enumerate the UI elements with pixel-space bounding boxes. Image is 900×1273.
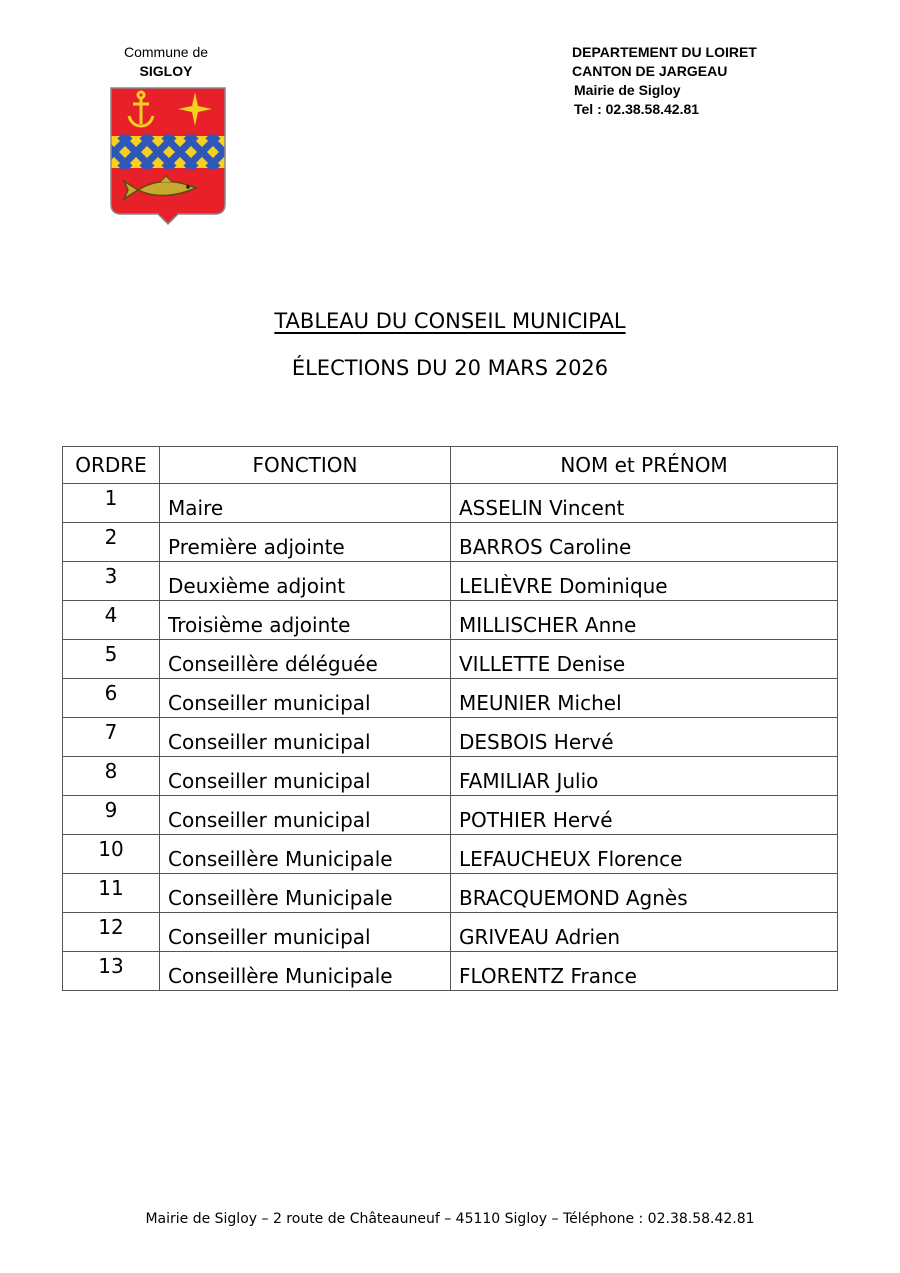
page-title: TABLEAU DU CONSEIL MUNICIPAL	[274, 309, 626, 333]
cell-nom: GRIVEAU Adrien	[451, 913, 838, 952]
cell-nom: ASSELIN Vincent	[451, 484, 838, 523]
cell-fonction: Conseillère Municipale	[160, 835, 451, 874]
header-nom: NOM et PRÉNOM	[451, 447, 838, 484]
cell-nom: FAMILIAR Julio	[451, 757, 838, 796]
cell-ordre: 5	[63, 640, 160, 679]
table-header-row	[63, 447, 838, 484]
cell-ordre: 2	[63, 523, 160, 562]
cell-fonction: Maire	[160, 484, 451, 523]
cell-ordre: 1	[63, 484, 160, 523]
mairie-phone: Tel : 02.38.58.42.81	[574, 101, 700, 117]
header-fonction: FONCTION	[160, 447, 451, 484]
cell-fonction: Troisième adjointe	[160, 601, 451, 640]
page-subtitle: ÉLECTIONS DU 20 MARS 2026	[291, 356, 609, 380]
canton-name: CANTON DE JARGEAU	[572, 63, 728, 79]
cell-nom: FLORENTZ France	[451, 952, 838, 991]
cell-fonction: Conseiller municipal	[160, 796, 451, 835]
table-row	[63, 601, 838, 640]
table-row	[63, 679, 838, 718]
cell-nom: DESBOIS Hervé	[451, 718, 838, 757]
header-ordre: ORDRE	[63, 447, 160, 484]
cell-fonction: Deuxième adjoint	[160, 562, 451, 601]
table-row	[63, 484, 838, 523]
cell-fonction: Conseiller municipal	[160, 757, 451, 796]
table-row	[63, 757, 838, 796]
cell-nom: VILLETTE Denise	[451, 640, 838, 679]
table-row	[63, 796, 838, 835]
cell-nom: LEFAUCHEUX Florence	[451, 835, 838, 874]
table-row	[63, 523, 838, 562]
cell-fonction: Conseillère Municipale	[160, 952, 451, 991]
cell-nom: POTHIER Hervé	[451, 796, 838, 835]
cell-ordre: 12	[63, 913, 160, 952]
cell-fonction: Conseillère déléguée	[160, 640, 451, 679]
cell-ordre: 10	[63, 835, 160, 874]
table-row	[63, 562, 838, 601]
footer-address: Mairie de Sigloy – 2 route de Châteauneuf – 45110 Sigloy – Téléphone : 02.38.58.42.81	[145, 1211, 755, 1227]
cell-fonction: Conseillère Municipale	[160, 874, 451, 913]
cell-ordre: 3	[63, 562, 160, 601]
commune-name: SIGLOY	[139, 63, 193, 79]
cell-ordre: 8	[63, 757, 160, 796]
cell-fonction: Première adjointe	[160, 523, 451, 562]
table-row	[63, 718, 838, 757]
cell-nom: BARROS Caroline	[451, 523, 838, 562]
table-row	[63, 952, 838, 991]
cell-ordre: 9	[63, 796, 160, 835]
commune-block	[96, 43, 236, 81]
cell-nom: BRACQUEMOND Agnès	[451, 874, 838, 913]
commune-label: Commune de	[123, 44, 209, 60]
table-row	[63, 640, 838, 679]
coat-of-arms-icon	[108, 86, 228, 228]
cell-ordre: 11	[63, 874, 160, 913]
department-block	[572, 43, 832, 119]
cell-ordre: 7	[63, 718, 160, 757]
cell-ordre: 6	[63, 679, 160, 718]
cell-ordre: 4	[63, 601, 160, 640]
department-name: DEPARTEMENT DU LOIRET	[572, 44, 757, 60]
cell-nom: MILLISCHER Anne	[451, 601, 838, 640]
table-row	[63, 913, 838, 952]
cell-nom: LELIÈVRE Dominique	[451, 562, 838, 601]
council-table	[62, 446, 838, 991]
table-row	[63, 835, 838, 874]
cell-fonction: Conseiller municipal	[160, 913, 451, 952]
cell-ordre: 13	[63, 952, 160, 991]
cell-fonction: Conseiller municipal	[160, 718, 451, 757]
cell-nom: MEUNIER Michel	[451, 679, 838, 718]
cell-fonction: Conseiller municipal	[160, 679, 451, 718]
mairie-name: Mairie de Sigloy	[574, 82, 681, 98]
table-row	[63, 874, 838, 913]
